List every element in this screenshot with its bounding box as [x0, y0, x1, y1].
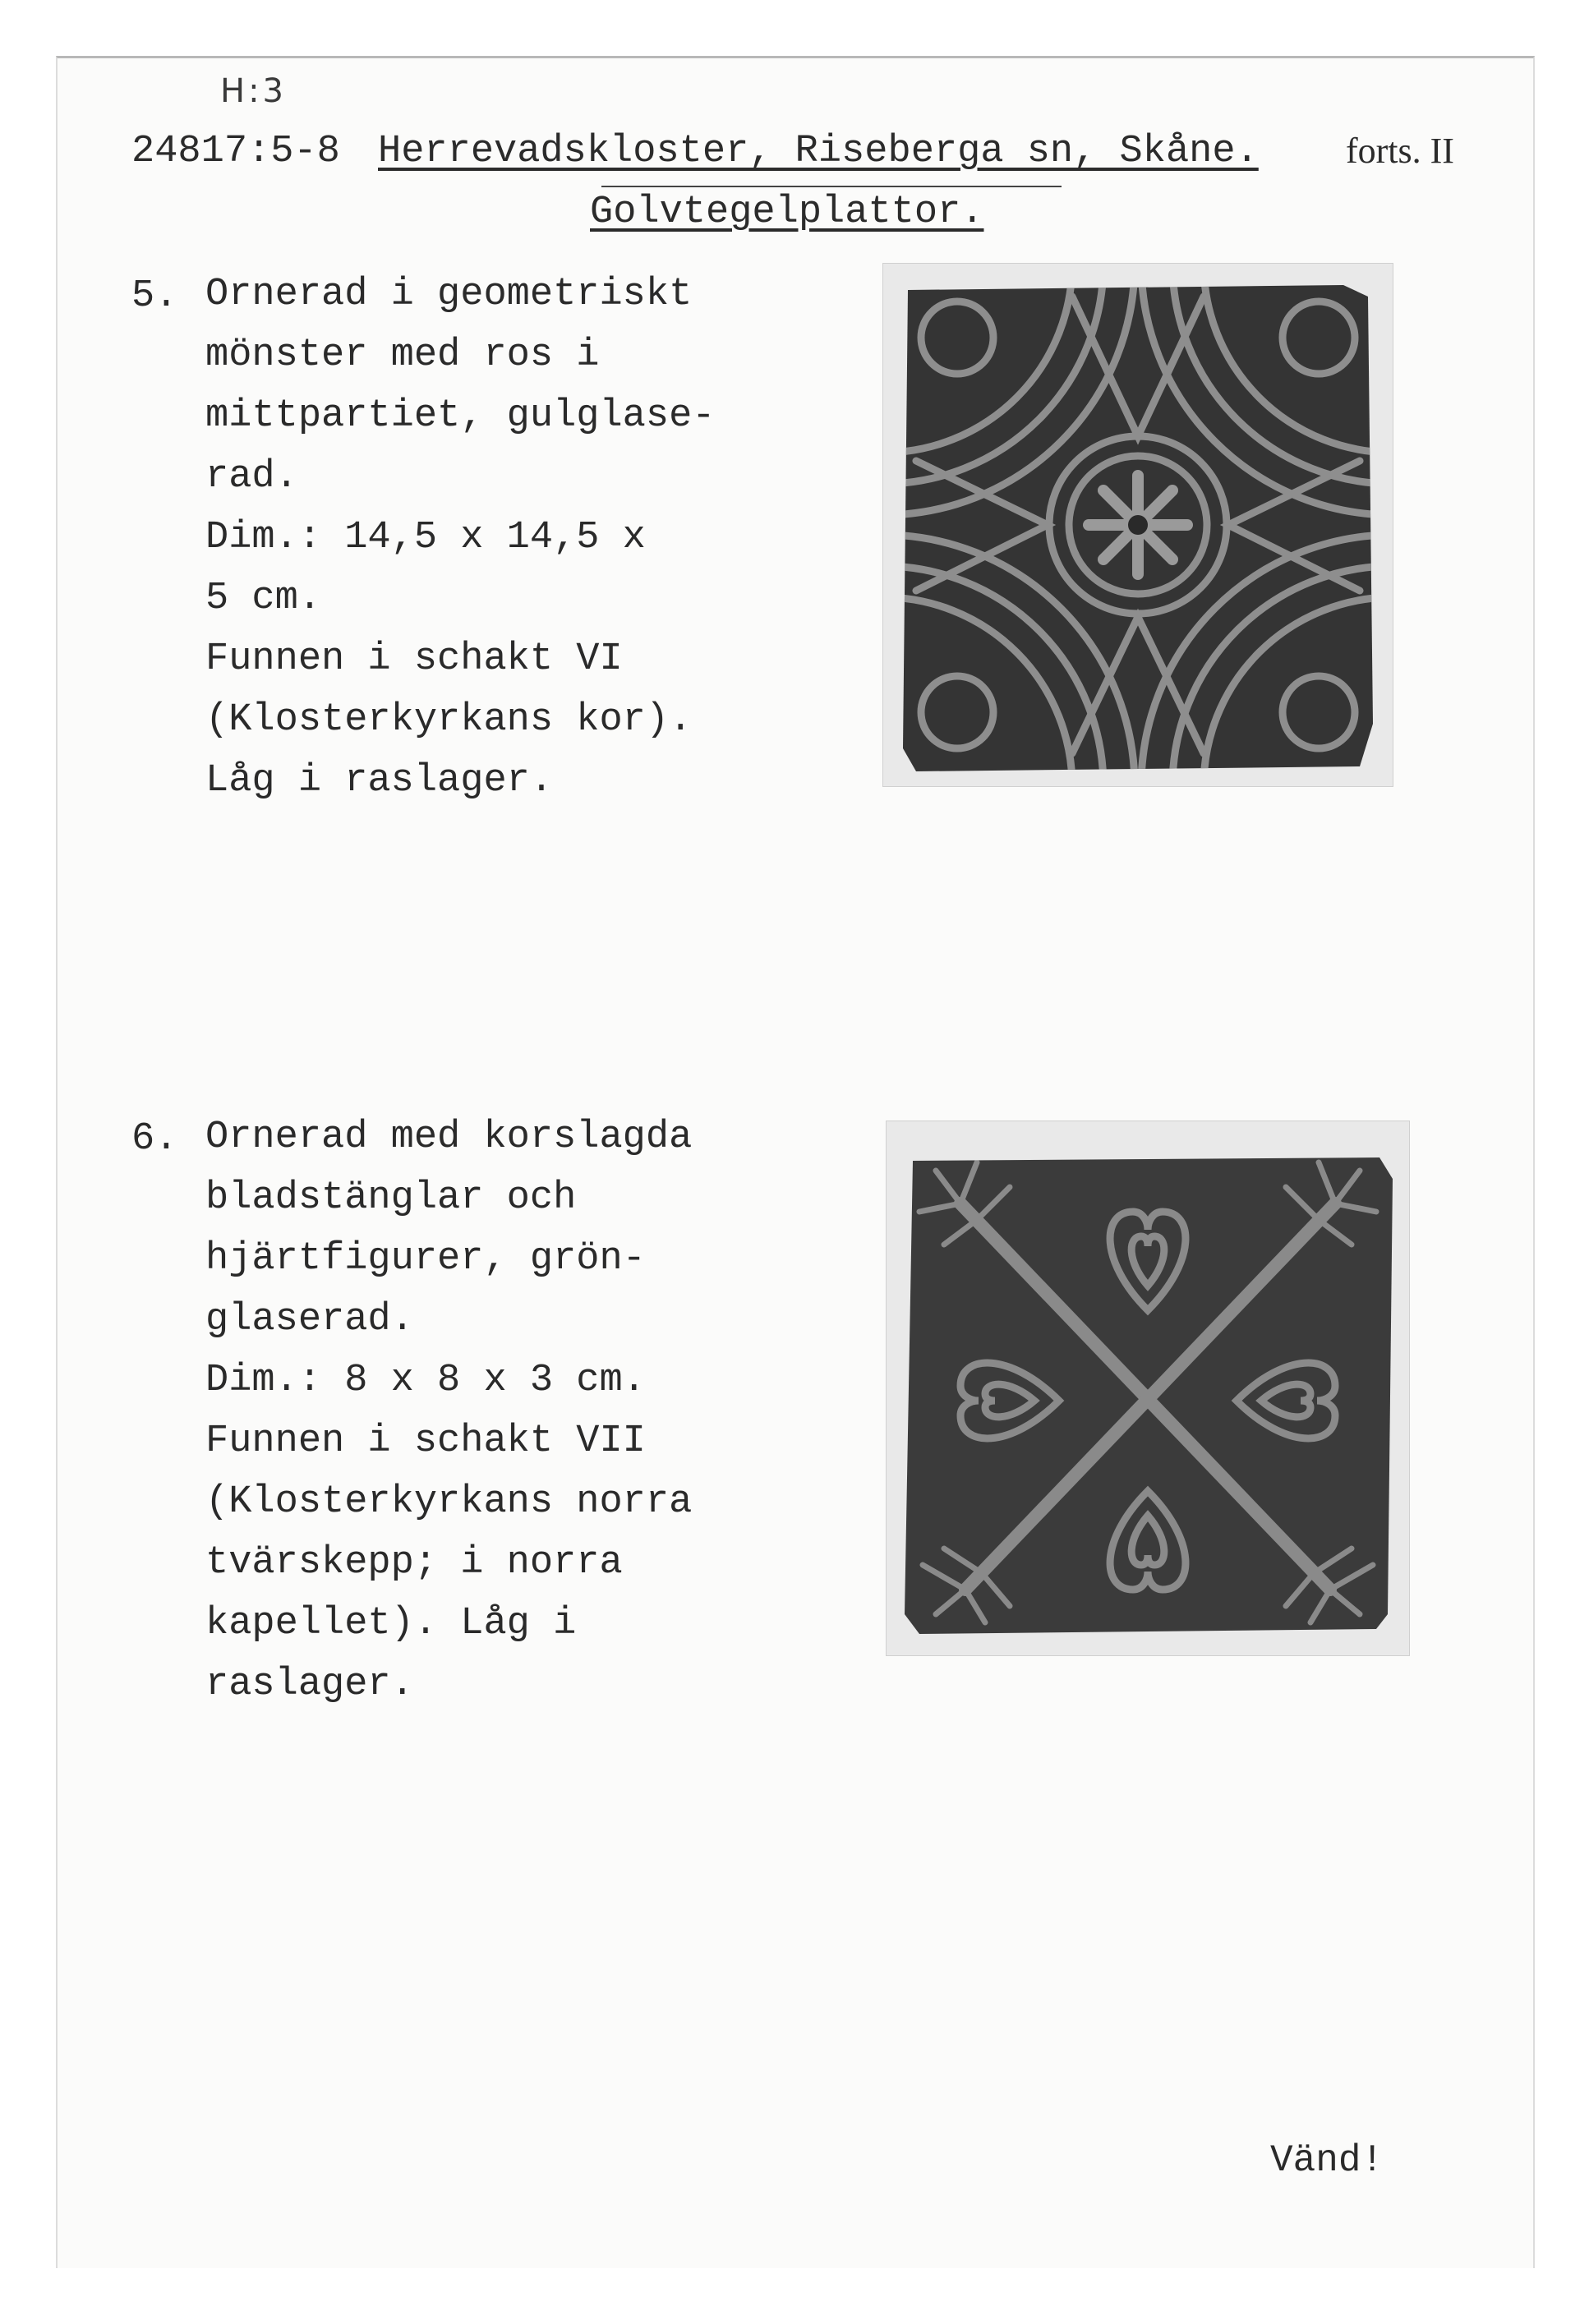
description-line: tvärskepp; i norra	[205, 1541, 623, 1585]
divider	[601, 186, 1062, 187]
description-line: (Klosterkyrkans kor).	[205, 698, 693, 742]
heart-tile-image	[887, 1121, 1409, 1655]
description-line: bladstänglar och	[205, 1176, 577, 1220]
description-line: 5 cm.	[205, 577, 322, 620]
item-description-6	[205, 1107, 692, 1715]
description-line: (Klosterkyrkans norra	[205, 1480, 693, 1524]
description-line: Dim.: 14,5 x 14,5 x	[205, 516, 646, 559]
rose-tile-image	[883, 264, 1393, 786]
description-line: raslager.	[205, 1663, 414, 1706]
turn-over-note: Vänd!	[1270, 2139, 1384, 2182]
tile-photo-rose	[882, 263, 1393, 787]
description-line: Dim.: 8 x 8 x 3 cm.	[205, 1359, 646, 1402]
item-description-5	[205, 265, 716, 812]
description-line: Ornerad med korslagda	[205, 1116, 693, 1159]
inventory-number: 24817:5-8	[131, 130, 340, 173]
description-line: Låg i raslager.	[205, 759, 554, 803]
catalog-mark: H:3	[220, 72, 288, 110]
description-line: Funnen i schakt VII	[205, 1420, 646, 1463]
description-line: rad.	[205, 455, 298, 499]
page-subtitle: Golvtegelplattor.	[590, 191, 984, 234]
page-title: Herrevadskloster, Riseberga sn, Skåne.	[378, 130, 1259, 173]
description-line: mönster med ros i	[205, 334, 600, 377]
continuation-label: forts. II	[1346, 131, 1454, 171]
item-number-5: 5.	[131, 274, 178, 318]
description-line: Funnen i schakt VI	[205, 637, 623, 681]
description-line: glaserad.	[205, 1298, 414, 1341]
description-line: mittpartiet, gulglase-	[205, 394, 716, 438]
description-line: Ornerad i geometriskt	[205, 273, 693, 316]
description-line: hjärtfigurer, grön-	[205, 1237, 646, 1281]
description-line: kapellet). Låg i	[205, 1602, 577, 1645]
item-number-6: 6.	[131, 1117, 178, 1161]
tile-photo-hearts	[886, 1121, 1410, 1656]
